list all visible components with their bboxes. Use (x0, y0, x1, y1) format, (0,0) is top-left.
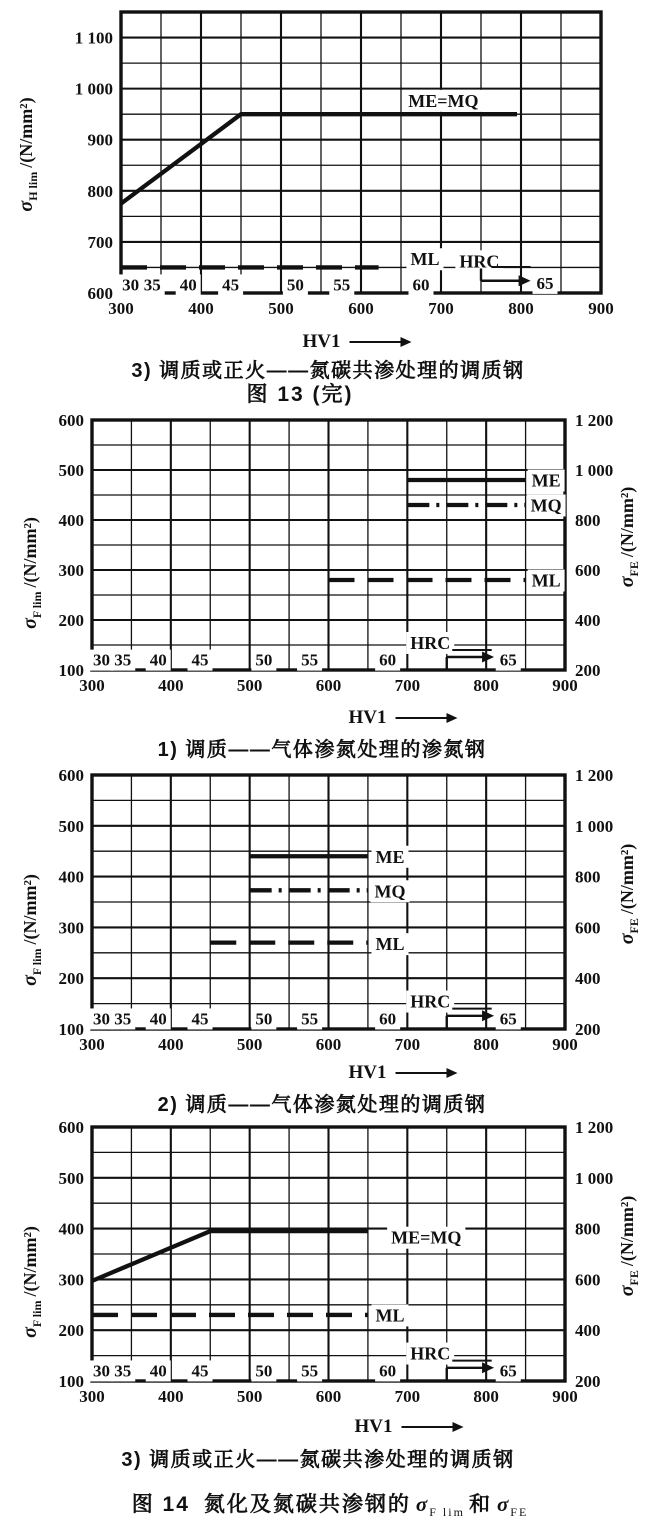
y-right-tick-label: 200 (575, 661, 601, 680)
y-left-tick-label: 200 (58, 1321, 84, 1341)
hrc-value: 65 (499, 1009, 517, 1029)
figure14-caption (132, 1488, 529, 1520)
right-arrowhead-icon (519, 275, 531, 286)
y-right-tick-label: 1 000 (575, 1168, 614, 1188)
hrc-value: 45 (191, 650, 209, 670)
hrc-value: 40 (149, 650, 167, 670)
hrc-scale (118, 250, 557, 295)
x-axis-title-fig14-2 (349, 1062, 448, 1084)
chart-fig14-3 (19, 1118, 641, 1406)
right-arrowhead-icon (482, 1362, 494, 1373)
x-tick-label: 600 (315, 1387, 342, 1406)
hrc-value: 45 (191, 1009, 209, 1029)
chart-fig14-1 (19, 411, 641, 695)
y-left-tick-label: 400 (58, 511, 84, 530)
x-tick-label: 800 (473, 1387, 499, 1406)
subcaption-fig14-1: 1) 调质——气体渗氮处理的渗氮钢 (157, 739, 487, 761)
hrc-value: 30 (92, 1009, 110, 1029)
y-left-tick-label: 100 (58, 661, 84, 680)
y-left-tick-label: 600 (58, 766, 84, 785)
y-left-tick-label: 1 100 (74, 28, 113, 48)
axis-title: $\sigma_{FE}/(N/mm^2)$ (616, 843, 641, 945)
y-right-tick-label: 200 (575, 1372, 601, 1391)
hrc-value: 40 (149, 1361, 167, 1381)
x-tick-label: 300 (79, 1035, 105, 1054)
hrc-value: 50 (255, 1361, 273, 1381)
hrc-value: 55 (301, 650, 319, 670)
hrc-value: 30 (92, 650, 110, 670)
hrc-value: 35 (114, 1361, 132, 1381)
axis-title: $\sigma_{FE}/(N/mm^2)$ (616, 1195, 641, 1297)
y-right-tick-label: 800 (575, 1219, 601, 1239)
x-tick-label: 900 (588, 299, 614, 318)
hrc-value: 60 (379, 650, 397, 670)
y-right-tick-label: 400 (575, 611, 601, 630)
hrc-value: 35 (114, 650, 132, 670)
x-tick-label: 900 (552, 676, 578, 695)
hrc-label: HRC (410, 991, 451, 1012)
y-left-tick-label: 600 (87, 284, 113, 303)
y-right-tick-label: 400 (575, 969, 601, 989)
series-label-ML: ML (375, 934, 405, 955)
y-left-tick-label: 100 (58, 1020, 84, 1039)
y-right-tick-label: 800 (575, 867, 601, 887)
y-right-tick-label: 400 (575, 1321, 601, 1341)
y-left-tick-label: 300 (58, 1270, 84, 1290)
x-tick-label: 500 (268, 299, 294, 318)
y-right-tick-label: 800 (575, 511, 601, 530)
y-left-tick-label: 900 (87, 130, 113, 150)
y-right-tick-label: 600 (575, 561, 601, 580)
y-left-tick-label: 500 (58, 816, 84, 836)
hrc-value: 60 (379, 1361, 397, 1381)
series-label-ME: ME (375, 846, 405, 867)
and-text: 和 (468, 1493, 492, 1516)
y-right-tick-label: 200 (575, 1020, 601, 1039)
hrc-value: 40 (149, 1009, 167, 1029)
x-tick-label: 700 (394, 676, 421, 695)
series-ME=MQ (92, 1231, 368, 1281)
hrc-value: 35 (143, 275, 161, 295)
x-tick-label: 700 (428, 299, 454, 318)
hrc-value: 55 (333, 275, 351, 295)
sigma-fe-symbol: σ (496, 1492, 511, 1516)
hrc-label: HRC (410, 1343, 451, 1364)
y-left-tick-label: 300 (58, 561, 84, 580)
y-left-tick-label: 400 (58, 867, 84, 887)
y-right-tick-label: 1 200 (575, 411, 614, 430)
y-right-tick-label: 600 (575, 918, 601, 938)
series-label-ML: ML (410, 249, 440, 270)
x-tick-label: 400 (158, 676, 184, 695)
hrc-value: 55 (301, 1361, 319, 1381)
hrc-value: 65 (499, 1361, 517, 1381)
series-label-MQ: MQ (374, 881, 406, 902)
hrc-value: 60 (412, 275, 430, 295)
y-left-tick-label: 500 (58, 461, 84, 480)
x-tick-label: 300 (79, 676, 105, 695)
series-label-MQ: MQ (530, 495, 562, 516)
hv1-label: HV1 (302, 331, 341, 352)
hrc-value: 65 (499, 650, 517, 670)
x-tick-label: 800 (473, 1035, 499, 1054)
series-label-ME=MQ: ME=MQ (408, 90, 479, 111)
y-right-tick-label: 1 000 (575, 816, 614, 836)
x-tick-label: 600 (315, 1035, 342, 1054)
y-left-tick-label: 200 (58, 611, 84, 630)
y-right-tick-label: 600 (575, 1270, 601, 1290)
y-right-tick-label: 1 200 (575, 1118, 614, 1137)
subcaption-fig14-3: 3) 调质或正火——氮碳共渗处理的调质钢 (121, 1449, 515, 1471)
hrc-label: HRC (459, 251, 500, 272)
axis-title: $\sigma_{H lim}/(N/mm^2)$ (15, 97, 40, 212)
x-tick-label: 600 (348, 299, 374, 318)
right-arrow-icon (396, 1072, 448, 1075)
series-label-ME: ME (531, 470, 561, 491)
sigma-flim-subscript: F lim (429, 1505, 465, 1520)
y-right-tick-label: 1 200 (575, 766, 614, 785)
y-left-tick-label: 500 (58, 1168, 84, 1188)
hrc-scale (89, 1343, 521, 1382)
right-arrow-icon (350, 341, 402, 344)
x-axis-title-fig13-3 (303, 331, 402, 353)
x-tick-label: 600 (315, 676, 342, 695)
sigma-fe-subscript: FE (510, 1505, 529, 1520)
figure-number: 图 14 (131, 1493, 190, 1516)
x-tick-label: 500 (236, 676, 263, 695)
x-tick-label: 300 (108, 299, 134, 318)
sigma-flim-symbol: σ (415, 1492, 430, 1516)
hrc-value: 50 (286, 275, 304, 295)
subcaption-fig13-3: 3) 调质或正火——氮碳共渗处理的调质钢 (131, 360, 525, 382)
axis-title: $\sigma_{FE}/(N/mm^2)$ (616, 486, 641, 588)
y-left-tick-label: 600 (58, 411, 84, 430)
axis-title: $\sigma_{F lim}/(N/mm^2)$ (19, 1226, 44, 1338)
hv1-label: HV1 (354, 1416, 393, 1437)
x-tick-label: 900 (552, 1387, 578, 1406)
hrc-value: 45 (191, 1361, 209, 1381)
x-tick-label: 500 (236, 1035, 263, 1054)
hrc-label: HRC (410, 632, 451, 653)
hv1-label: HV1 (348, 707, 387, 728)
hrc-value: 45 (222, 275, 240, 295)
y-left-tick-label: 200 (58, 969, 84, 989)
x-tick-label: 700 (394, 1035, 421, 1054)
right-arrow-icon (396, 717, 448, 720)
x-tick-label: 400 (158, 1387, 184, 1406)
x-tick-label: 900 (552, 1035, 578, 1054)
hv1-label: HV1 (348, 1062, 387, 1083)
y-left-tick-label: 700 (87, 232, 113, 252)
y-left-tick-label: 300 (58, 918, 84, 938)
x-axis-title-fig14-3 (355, 1416, 454, 1438)
y-left-tick-label: 600 (58, 1118, 84, 1137)
series-label-ML: ML (375, 1305, 405, 1326)
y-left-tick-label: 400 (58, 1219, 84, 1239)
figure13-caption: 图 13 (完) (246, 383, 354, 406)
axis-title: $\sigma_{F lim}/(N/mm^2)$ (19, 517, 44, 629)
chart-fig13-3 (15, 12, 614, 318)
x-tick-label: 700 (394, 1387, 421, 1406)
axis-title: $\sigma_{F lim}/(N/mm^2)$ (19, 874, 44, 986)
y-left-tick-label: 800 (87, 181, 113, 201)
x-tick-label: 800 (473, 676, 499, 695)
chart-fig14-2 (19, 766, 641, 1054)
y-right-tick-label: 1 000 (575, 461, 614, 480)
hrc-value: 55 (301, 1009, 319, 1029)
y-left-tick-label: 1 000 (74, 79, 113, 99)
series-label-ML: ML (531, 570, 561, 591)
series-label-ME=MQ: ME=MQ (391, 1227, 462, 1248)
right-arrow-icon (402, 1426, 454, 1429)
x-tick-label: 300 (79, 1387, 105, 1406)
figure-title-text: 氮化及氮碳共渗钢的 (203, 1493, 411, 1516)
right-arrowhead-icon (482, 1010, 494, 1021)
hrc-value: 50 (255, 650, 273, 670)
hrc-scale (89, 991, 521, 1030)
hrc-value: 30 (122, 275, 140, 295)
x-tick-label: 400 (188, 299, 214, 318)
subcaption-fig14-2: 2) 调质——气体渗氮处理的调质钢 (157, 1094, 487, 1116)
hrc-value: 50 (255, 1009, 273, 1029)
hrc-value: 30 (92, 1361, 110, 1381)
y-left-tick-label: 100 (58, 1372, 84, 1391)
right-arrowhead-icon (482, 652, 494, 663)
hrc-scale (89, 632, 521, 671)
x-tick-label: 800 (508, 299, 534, 318)
hrc-value: 40 (179, 275, 197, 295)
hrc-value: 35 (114, 1009, 132, 1029)
hrc-value: 60 (379, 1009, 397, 1029)
x-tick-label: 400 (158, 1035, 184, 1054)
x-axis-title-fig14-1 (349, 707, 448, 729)
hrc-value: 65 (536, 273, 554, 293)
x-tick-label: 500 (236, 1387, 263, 1406)
